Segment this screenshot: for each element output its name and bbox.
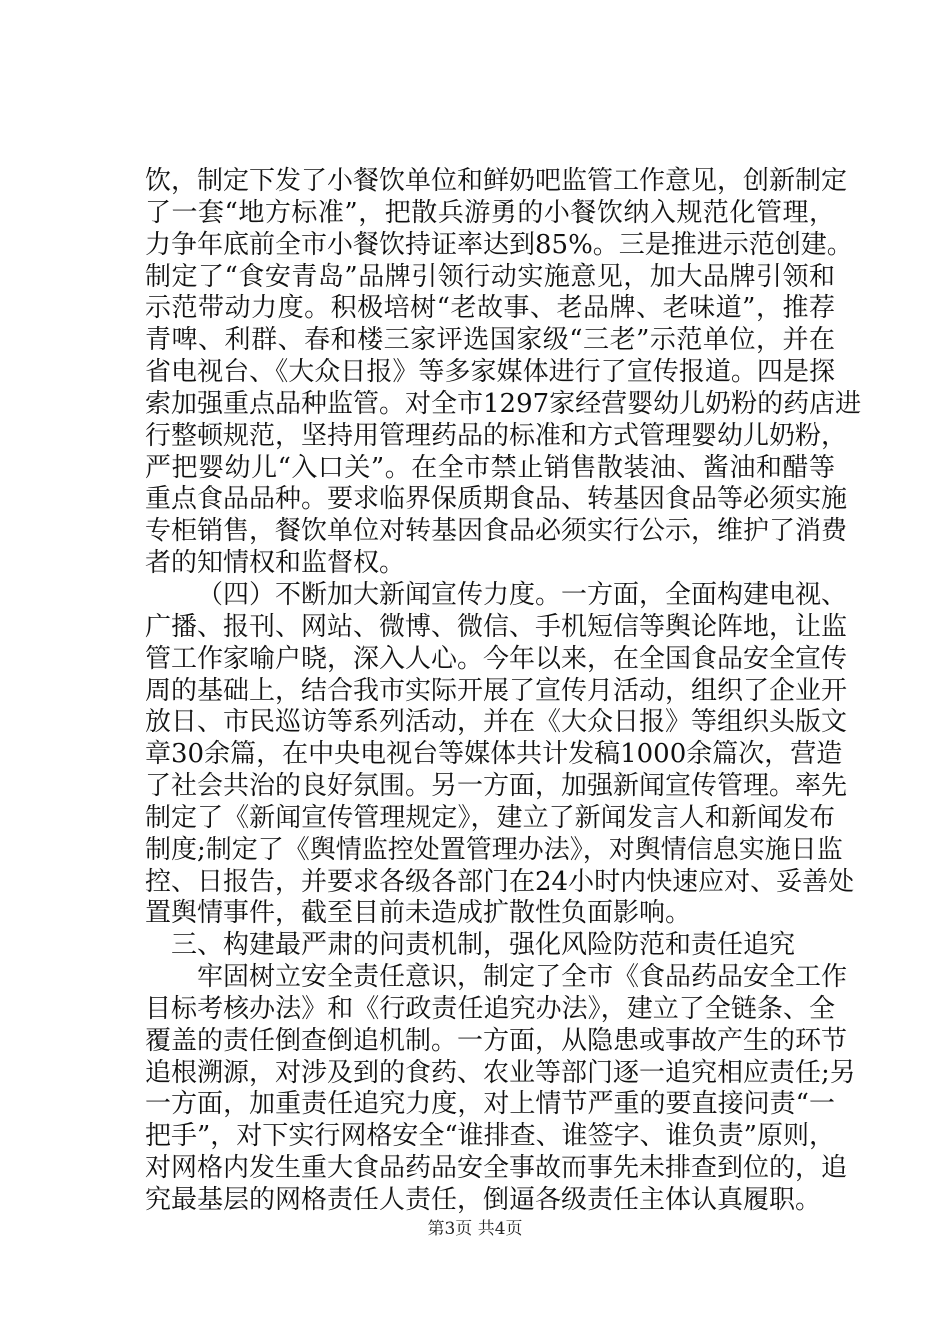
text-line: 力争年底前全市小餐饮持证率达到85%。三是推进示范创建。 bbox=[145, 229, 853, 260]
text-line: 究最基层的网格责任人责任，倒逼各级责任主体认真履职。 bbox=[145, 1185, 822, 1215]
text-line: 广播、报刊、网站、微博、微信、手机短信等舆论阵地，让监 bbox=[145, 611, 848, 642]
text-line: 对网格内发生重大食品药品安全事故而事先未排查到位的，追 bbox=[145, 1153, 848, 1184]
text-line: 省电视台、《大众日报》等多家媒体进行了宣传报道。四是探 bbox=[145, 357, 835, 388]
page-number-footer: 第3页 共4页 bbox=[427, 1219, 523, 1239]
text-line: 饮，制定下发了小餐饮单位和鲜奶吧监管工作意见，创新制定 bbox=[145, 166, 848, 196]
text-line: 周的基础上，结合我市实际开展了宣传月活动，组织了企业开 bbox=[145, 675, 848, 706]
text-line: 牢固树立安全责任意识，制定了全市《食品药品安全工作 bbox=[197, 962, 848, 993]
text-line: 目标考核办法》和《行政责任追究办法》，建立了全链条、全 bbox=[145, 993, 835, 1024]
text-line: 索加强重点品种监管。对全市1297家经营婴幼儿奶粉的药店进 bbox=[145, 388, 862, 419]
text-line: 控、日报告，并要求各级各部门在24小时内快速应对、妥善处 bbox=[145, 866, 855, 897]
text-line: 章30余篇，在中央电视台等媒体共计发稿1000余篇次，营造 bbox=[145, 739, 843, 770]
text-line: 覆盖的责任倒查倒追机制。一方面，从隐患或事故产生的环节 bbox=[145, 1025, 848, 1056]
text-line: 放日、市民巡访等系列活动，并在《大众日报》等组织头版文 bbox=[145, 707, 848, 738]
text-line: 制定了“食安青岛”品牌引领行动实施意见，加大品牌引领和 bbox=[145, 261, 835, 292]
text-line: 行整顿规范，坚持用管理药品的标准和方式管理婴幼儿奶粉， bbox=[145, 420, 848, 451]
document-body bbox=[145, 166, 862, 1217]
text-line: 一方面，加重责任追究力度，对上情节严重的要直接问责“一 bbox=[145, 1089, 835, 1120]
text-line: 置舆情事件，截至目前未造成扩散性负面影响。 bbox=[145, 898, 692, 929]
section-four-heading: （四）不断加大新闻宣传力度。一方面，全面构建电视、 bbox=[197, 579, 848, 610]
text-line: 严把婴幼儿“入口关”。在全市禁止销售散装油、酱油和醋等 bbox=[145, 452, 835, 483]
text-line: 了一套“地方标准”，把散兵游勇的小餐饮纳入规范化管理， bbox=[145, 197, 835, 228]
text-line: 者的知情权和监督权。 bbox=[145, 548, 406, 579]
text-line: 追根溯源，对涉及到的食药、农业等部门逐一追究相应责任;另 bbox=[145, 1057, 856, 1088]
text-line: 专柜销售，餐饮单位对转基因食品必须实行公示，维护了消费 bbox=[145, 516, 848, 547]
text-line: 重点食品品种。要求临界保质期食品、转基因食品等必须实施 bbox=[145, 484, 848, 515]
text-line: 把手”，对下实行网格安全“谁排查、谁签字、谁负责”原则， bbox=[145, 1121, 835, 1152]
text-line: 制定了《新闻宣传管理规定》，建立了新闻发言人和新闻发布 bbox=[145, 802, 835, 833]
text-line: 了社会共治的良好氛围。另一方面，加强新闻宣传管理。率先 bbox=[145, 771, 848, 802]
text-line: 制度;制定了《舆情监控处置管理办法》，对舆情信息实施日监 bbox=[145, 834, 843, 865]
text-line: 管工作家喻户晓，深入人心。今年以来，在全国食品安全宣传 bbox=[145, 643, 848, 674]
text-line: 青啤、利群、春和楼三家评选国家级“三老”示范单位，并在 bbox=[145, 325, 835, 356]
section-heading: 三、构建最严肃的问责机制，强化风险防范和责任追究 bbox=[171, 930, 796, 961]
text-line: 示范带动力度。积极培树“老故事、老品牌、老味道”，推荐 bbox=[145, 293, 835, 324]
